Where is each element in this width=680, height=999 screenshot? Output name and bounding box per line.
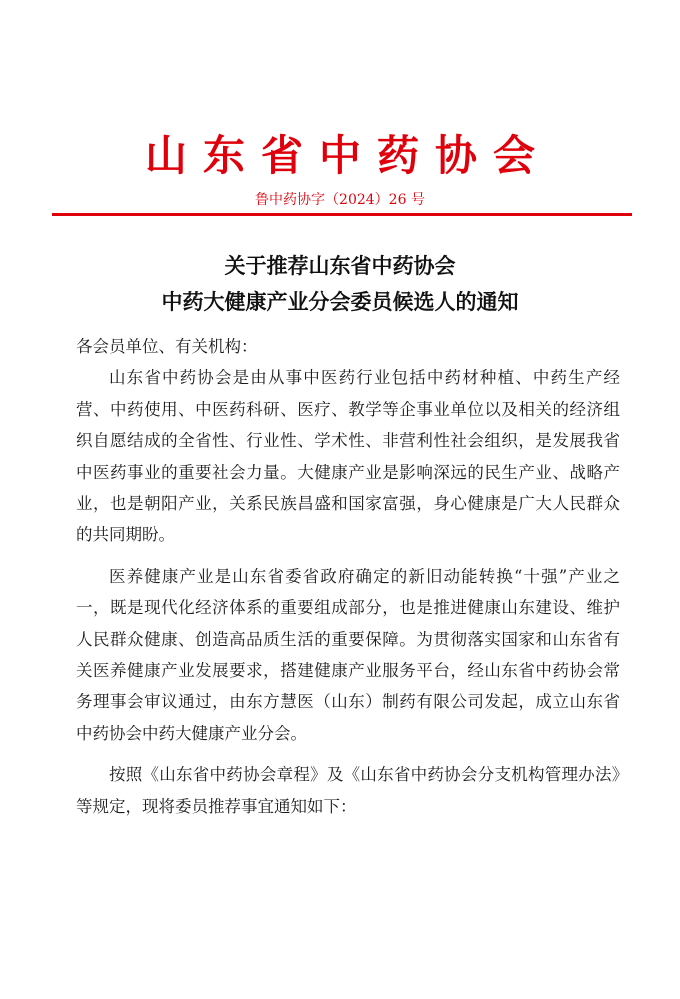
document-title (0, 248, 680, 320)
paragraph-intro: 山东省中药协会是由从事中医药行业包括中药材种植、中药生产经营、中药使用、中医药科研、医疗、教学等企事业单位以及相关的经济组织自愿结成的全省性、行业性、学术性、非营利性社会组织，是发展我省中医药事业的重要社会力量。大健康产业是影响深远的民生产业、战略产业，也是朝阳产业，关系民族昌盛和国家富强，身心健康是广大人民群众的共同期盼。 (76, 368, 620, 545)
org-letterhead: 山东省中药协会 (144, 131, 551, 180)
paragraph-background: 医养健康产业是山东省委省政府确定的新旧动能转换“十强”产业之一，既是现代化经济体系的重要组成部分，也是推进健康山东建设、维护人民群众健康、创造高品质生活的重要保障。为贯彻落实国家和山东省有关医养健康产业发展要求，搭建健康产业服务平台，经山东省中药协会常务理事会审议通过，由东方慧医（山东）制药有限公司发起，成立山东省中药协会中药大健康产业分会。 (76, 566, 620, 743)
paragraph-notice: 按照《山东省中药协会章程》及《山东省中药协会分支机构管理办法》等规定，现将委员推荐事宜通知如下： (76, 765, 620, 816)
salutation: 各会员单位、有关机构： (76, 337, 258, 356)
document-number: 鲁中药协字（2024）26 号 (255, 192, 425, 208)
title-line-2: 中药大健康产业分会委员候选人的通知 (161, 289, 519, 314)
document-body (76, 331, 620, 822)
red-divider-line (52, 213, 632, 216)
title-line-1: 关于推荐山东省中药协会 (224, 253, 456, 278)
